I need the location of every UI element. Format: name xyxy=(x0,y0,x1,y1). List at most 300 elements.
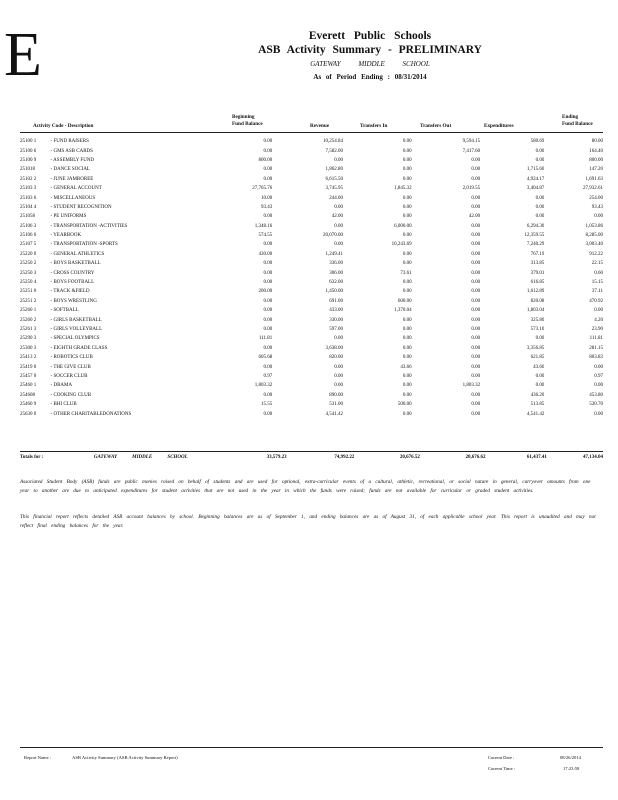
transfers-out: 0.00 xyxy=(471,298,481,304)
activity-code: 25460 1 xyxy=(20,383,37,389)
transfers-out: 0.00 xyxy=(471,355,481,361)
revenue: 336.00 xyxy=(329,261,344,267)
totals-expenditures: 61,437.41 xyxy=(526,455,547,461)
revenue: 0.00 xyxy=(334,204,344,210)
activity-description: - GIRLS BASKETBALL xyxy=(50,317,102,323)
activity-code: 25220 0 xyxy=(20,251,37,257)
table-row xyxy=(20,259,603,268)
note-paragraph-2: This financial report reflects detailed ASB account balances by school. Beginning balances are as of September 1, and ending balances are as of August 31, of each applicable school year. This report is unaudited and may not reflect final ending balances for the year. xyxy=(20,514,596,529)
ending-balance: 530.70 xyxy=(589,402,603,408)
table-row xyxy=(20,297,603,306)
activity-code: 25251 0 xyxy=(20,289,37,295)
activity-description: - PE UNIFORMS xyxy=(50,214,87,220)
expenditures: 0.00 xyxy=(535,148,545,154)
revenue: 0.00 xyxy=(334,157,344,163)
footer-rule xyxy=(20,747,603,748)
beginning-balance: 10.00 xyxy=(260,195,273,201)
revenue: 7,582.00 xyxy=(325,148,344,154)
col-header-beginning xyxy=(232,114,263,128)
activity-code: 25261 3 xyxy=(20,327,37,332)
footer-time-label: Current Time : xyxy=(488,766,516,771)
expenditures: 616.85 xyxy=(530,280,545,286)
beginning-balance: 0.00 xyxy=(263,392,273,398)
ending-balance: 0.00 xyxy=(594,364,603,370)
activity-code: 25290 3 xyxy=(20,336,37,342)
expenditures: 573.10 xyxy=(530,327,545,332)
transfers-in: 0.00 xyxy=(402,195,412,201)
transfers-out: 0.00 xyxy=(471,373,481,379)
beginning-balance: 0.00 xyxy=(263,364,273,370)
activity-code: 25102 2 xyxy=(20,176,37,182)
revenue: 1,450.00 xyxy=(325,289,344,295)
transfers-out: 0.00 xyxy=(471,167,481,173)
beginning-balance: 605.68 xyxy=(258,355,273,361)
revenue: 0.00 xyxy=(334,223,344,229)
revenue: 1,862.80 xyxy=(325,167,344,173)
transfers-out: 0.00 xyxy=(471,251,481,257)
activity-code: 25260 1 xyxy=(20,308,37,314)
transfers-in: 43.66 xyxy=(400,364,412,370)
activity-code: 251018 xyxy=(20,167,35,173)
transfers-out: 0.00 xyxy=(471,308,481,314)
expenditures: 0.00 xyxy=(535,214,545,220)
expenditures: 513.85 xyxy=(530,402,545,408)
transfers-out: 0.00 xyxy=(471,392,481,398)
transfers-in: 0.00 xyxy=(402,373,412,379)
transfers-in: 0.00 xyxy=(402,157,412,163)
ending-balance: 800.00 xyxy=(589,157,603,163)
col-header-beginning-line2: Fund Balance xyxy=(232,121,263,127)
beginning-balance: 15.55 xyxy=(260,402,273,408)
table-row xyxy=(20,137,603,146)
footer-report-name: ASB Activity Summary (ASB Activity Summary Report) xyxy=(72,755,178,760)
beginning-balance: 1,348.16 xyxy=(254,223,273,229)
footer-date-value: 08/26/2014 xyxy=(560,755,581,760)
table-row xyxy=(20,353,603,362)
revenue: 4,541.42 xyxy=(325,411,344,417)
table-row xyxy=(20,175,603,184)
table-row xyxy=(20,372,603,381)
expenditures: 12,359.55 xyxy=(524,233,545,239)
expenditures: 767.19 xyxy=(530,251,545,257)
ending-balance: 254.00 xyxy=(589,195,603,201)
activity-code: 254608 xyxy=(20,392,35,398)
table-row xyxy=(20,381,603,390)
expenditures: 0.00 xyxy=(535,336,545,342)
transfers-in: 6,000.00 xyxy=(394,223,412,229)
beginning-balance: 27,765.76 xyxy=(252,186,273,192)
transfers-out: 7,417.60 xyxy=(462,148,481,154)
note-paragraph-1: Associated Student Body (ASB) funds are public monies raised on behalf of students and are used for optional, extra-curricular events of a cultural, athletic, recreational, or social nature in general, carryover amounts from one year to another are due to anticipated expenditures for student activities that are not used in the year in which the funds were raised; funds are not available for curricular or graded student activities. xyxy=(20,479,591,494)
activity-description: - EIGHTH GRADE CLASS xyxy=(50,345,108,351)
transfers-in: 0.00 xyxy=(402,411,412,417)
table-row xyxy=(20,334,603,343)
footer-report-label: Report Name : xyxy=(24,755,52,760)
expenditures: 6,294.30 xyxy=(526,223,545,229)
transfers-out: 0.00 xyxy=(471,223,481,229)
expenditures: 1,612.89 xyxy=(526,289,545,295)
transfers-in: 1,370.04 xyxy=(394,308,412,314)
table-row xyxy=(20,231,603,240)
transfers-out: 0.00 xyxy=(471,336,481,342)
expenditures: 4,541.42 xyxy=(526,411,545,417)
beginning-balance: 0.00 xyxy=(263,280,273,286)
ending-balance: 23.90 xyxy=(591,327,603,332)
expenditures: 621.85 xyxy=(530,355,545,361)
activity-table xyxy=(20,137,603,419)
logo-letter: E xyxy=(4,21,42,89)
beginning-balance: 0.00 xyxy=(263,298,273,304)
activity-code: 251058 xyxy=(20,214,35,220)
expenditures: 3,404.87 xyxy=(526,186,545,192)
revenue: 3,745.95 xyxy=(325,186,344,192)
transfers-out: 0.00 xyxy=(471,195,481,201)
ending-balance: 164.40 xyxy=(589,148,603,154)
table-row xyxy=(20,409,603,418)
expenditures: 7,240.29 xyxy=(526,242,545,248)
activity-description: - GENERAL ATHLETICS xyxy=(50,251,105,257)
expenditures: 3,356.85 xyxy=(526,345,545,351)
revenue: 632.00 xyxy=(329,280,344,286)
activity-description: - CROSS COUNTRY xyxy=(50,270,95,276)
revenue: 20,070.00 xyxy=(323,233,344,239)
activity-description: - YEARBOOK xyxy=(50,233,82,239)
revenue: 3,638.00 xyxy=(325,345,344,351)
transfers-out: 0.00 xyxy=(471,157,481,163)
beginning-balance: 0.97 xyxy=(263,373,273,379)
table-row xyxy=(20,146,603,155)
transfers-out: 0.00 xyxy=(471,317,481,323)
transfers-in: 0.00 xyxy=(402,261,412,267)
beginning-balance: 0.00 xyxy=(263,411,273,417)
activity-description: - GMS ASB CARDS xyxy=(50,148,93,154)
table-row xyxy=(20,287,603,296)
revenue: 330.00 xyxy=(329,317,344,323)
report-title: Everett Public Schools xyxy=(308,30,432,42)
beginning-balance: 0.00 xyxy=(263,214,273,220)
transfers-in: 500.00 xyxy=(397,402,412,408)
report-subtitle: ASB Activity Summary - PRELIMINARY xyxy=(258,44,482,56)
activity-description: - JUNE JAMBOREE xyxy=(50,176,94,182)
transfers-out: 2,019.55 xyxy=(462,186,481,192)
ending-balance: 0.00 xyxy=(594,308,603,314)
transfers-out: 0.00 xyxy=(471,204,481,210)
beginning-balance: 0.00 xyxy=(263,345,273,351)
activity-description: - OTHER CHARITABLEDONATIONS xyxy=(50,411,132,417)
table-row xyxy=(20,344,603,353)
transfers-in: 0.00 xyxy=(402,167,412,173)
col-header-beginning-line1: Beginning xyxy=(232,114,255,120)
totals-row xyxy=(20,453,603,462)
transfers-out: 0.00 xyxy=(471,261,481,267)
activity-description: - ASSEMBLY FUND xyxy=(50,157,95,163)
expenditures: 0.00 xyxy=(535,157,545,163)
activity-description: - STUDENT RECOGNITION xyxy=(50,204,112,210)
school-name: GATEWAY MIDDLE SCHOOL xyxy=(310,60,430,68)
transfers-in: 10,243.69 xyxy=(391,242,412,248)
activity-description: - GIRLS VOLLEYBALL xyxy=(50,327,103,332)
totals-label: Totals for : xyxy=(20,455,44,461)
ending-balance: 1,691.63 xyxy=(585,176,603,182)
ending-balance: 3,003.40 xyxy=(585,242,603,248)
expenditures: 313.85 xyxy=(530,261,545,267)
beginning-balance: 0.00 xyxy=(263,176,273,182)
table-row xyxy=(20,315,603,324)
activity-description: - TRANSPORTATION -SPORTS xyxy=(50,242,118,248)
transfers-in: 0.00 xyxy=(402,345,412,351)
expenditures: 1,803.04 xyxy=(526,308,545,314)
col-header-transfers-in: Transfers In xyxy=(360,123,388,129)
activity-description: - SOCCER CLUB xyxy=(50,373,88,379)
activity-code: 25250 2 xyxy=(20,261,37,267)
expenditures: 379.01 xyxy=(530,270,545,276)
transfers-out: 0.00 xyxy=(471,364,481,370)
transfers-out: 0.00 xyxy=(471,242,481,248)
table-row xyxy=(20,250,603,259)
activity-description: - BOYS BASKETBALL xyxy=(50,261,101,267)
beginning-balance: 430.00 xyxy=(258,251,273,257)
totals-school: GATEWAY MIDDLE SCHOOL xyxy=(93,455,188,461)
expenditures: 325.80 xyxy=(530,317,545,323)
activity-description: - FUND RAISERS xyxy=(50,139,89,145)
transfers-in: 0.00 xyxy=(402,383,412,389)
revenue: 597.00 xyxy=(329,327,344,332)
activity-description: - GENERAL ACCOUNT xyxy=(50,186,102,192)
beginning-balance: 1,803.32 xyxy=(254,383,273,389)
transfers-in: 73.61 xyxy=(400,270,412,276)
activity-description: - COOKING CLUB xyxy=(50,392,92,398)
ending-balance: 0.00 xyxy=(594,411,603,417)
revenue: 820.00 xyxy=(329,355,344,361)
activity-description: - THE GIVE CLUB xyxy=(50,364,91,370)
activity-description: - SOFTBALL xyxy=(50,308,79,314)
beginning-balance: 0.00 xyxy=(263,139,273,145)
beginning-balance: 0.00 xyxy=(263,327,273,332)
col-header-ending xyxy=(562,114,593,128)
ending-balance: 0.00 xyxy=(594,383,603,389)
ending-balance: 80.00 xyxy=(591,139,603,145)
ending-balance: 93.43 xyxy=(591,204,603,210)
activity-code: 25107 5 xyxy=(20,242,37,248)
transfers-in: 0.00 xyxy=(402,280,412,286)
beginning-balance: 0.00 xyxy=(263,261,273,267)
activity-description: - SPECIAL OLYMPICS xyxy=(50,336,100,342)
revenue: 890.00 xyxy=(329,392,344,398)
revenue: 0.00 xyxy=(334,336,344,342)
ending-balance: 37.11 xyxy=(591,289,603,295)
expenditures: 580.69 xyxy=(530,139,545,145)
transfers-out: 1,803.32 xyxy=(462,383,481,389)
transfers-in: 0.00 xyxy=(402,336,412,342)
beginning-balance: 0.00 xyxy=(263,270,273,276)
ending-balance: 0.97 xyxy=(594,373,603,379)
header-rule xyxy=(20,132,603,133)
transfers-out: 0.00 xyxy=(471,289,481,295)
table-row xyxy=(20,240,603,249)
transfers-in: 0.00 xyxy=(402,139,412,145)
revenue: 0.00 xyxy=(334,383,344,389)
activity-description: - BOYS FOOTBALL xyxy=(50,280,95,286)
transfers-out: 0.00 xyxy=(471,411,481,417)
transfers-out: 0.00 xyxy=(471,233,481,239)
revenue: 306.00 xyxy=(329,270,344,276)
transfers-in: 0.00 xyxy=(402,327,412,332)
ending-balance: 470.92 xyxy=(589,298,603,304)
col-header-ending-line1: Ending xyxy=(562,114,579,120)
ending-balance: 15.15 xyxy=(591,280,603,286)
expenditures: 436.20 xyxy=(530,392,545,398)
totals-transfers-in: 20,676.52 xyxy=(399,455,420,461)
ending-balance: 4.20 xyxy=(594,317,603,323)
transfers-out: 0.00 xyxy=(471,402,481,408)
activity-description: - DANCE SOCIAL xyxy=(50,167,90,173)
transfers-in: 0.00 xyxy=(402,148,412,154)
col-header-ending-line2: Fund Balance xyxy=(562,121,593,127)
revenue: 691.00 xyxy=(329,298,344,304)
table-row xyxy=(20,278,603,287)
ending-balance: 453.80 xyxy=(589,392,603,398)
activity-code: 25419 0 xyxy=(20,364,37,370)
expenditures: 1,715.60 xyxy=(526,167,545,173)
beginning-balance: 574.55 xyxy=(258,233,273,239)
table-row xyxy=(20,212,603,221)
transfers-in: 0.00 xyxy=(402,355,412,361)
transfers-in: 600.00 xyxy=(397,298,412,304)
revenue: 433.00 xyxy=(329,308,344,314)
expenditures: 43.66 xyxy=(533,364,545,370)
totals-revenue: 74,992.22 xyxy=(334,455,355,461)
revenue: 42.00 xyxy=(331,214,344,220)
expenditures: 0.00 xyxy=(535,383,545,389)
activity-code: 25251 2 xyxy=(20,298,37,304)
transfers-in: 0.00 xyxy=(402,176,412,182)
table-row xyxy=(20,156,603,165)
table-row xyxy=(20,193,603,202)
activity-code: 25106 3 xyxy=(20,223,37,229)
transfers-in: 0.00 xyxy=(402,289,412,295)
col-header-expenditures: Expenditures xyxy=(484,123,514,129)
activity-code: 25300 3 xyxy=(20,345,37,351)
transfers-out: 0.00 xyxy=(471,270,481,276)
activity-description: - DRAMA xyxy=(50,383,73,389)
activity-code: 25106 6 xyxy=(20,233,37,239)
beginning-balance: 0.00 xyxy=(263,167,273,173)
activity-code: 25457 0 xyxy=(20,373,37,379)
table-row xyxy=(20,203,603,212)
revenue: 244.00 xyxy=(329,195,344,201)
ending-balance: 8,285.00 xyxy=(585,233,603,239)
table-row xyxy=(20,362,603,371)
activity-description: - BOYS WRESTLING xyxy=(50,298,97,304)
ending-balance: 22.15 xyxy=(591,261,603,267)
beginning-balance: 0.00 xyxy=(263,242,273,248)
ending-balance: 111.81 xyxy=(589,336,603,342)
beginning-balance: 200.00 xyxy=(258,289,273,295)
activity-description: - TRANSPORTATION -ACTIVITIES xyxy=(50,223,128,229)
table-row xyxy=(20,268,603,277)
ending-balance: 27,932.61 xyxy=(583,186,603,192)
ending-balance: 281.15 xyxy=(589,345,603,351)
revenue: 0.00 xyxy=(334,373,344,379)
table-row xyxy=(20,391,603,400)
activity-code: 25250 4 xyxy=(20,280,37,286)
beginning-balance: 111.81 xyxy=(258,336,273,342)
beginning-balance: 0.00 xyxy=(263,308,273,314)
totals-rule xyxy=(20,451,603,452)
footer-time-value: 17:23:58 xyxy=(563,766,580,771)
activity-description: - ROBOTICS CLUB xyxy=(50,355,93,361)
ending-balance: 912.22 xyxy=(589,251,603,257)
table-row xyxy=(20,325,603,334)
expenditures: 0.00 xyxy=(535,373,545,379)
revenue: 0.00 xyxy=(334,242,344,248)
table-row xyxy=(20,165,603,174)
activity-code: 25103 6 xyxy=(20,195,37,201)
revenue: 0.00 xyxy=(334,364,344,370)
activity-code: 25104 4 xyxy=(20,204,37,210)
activity-code: 25250 3 xyxy=(20,270,37,276)
transfers-in: 0.00 xyxy=(402,233,412,239)
table-row xyxy=(20,400,603,409)
col-header-transfers-out: Transfers Out xyxy=(420,123,452,129)
transfers-in: 0.00 xyxy=(402,392,412,398)
transfers-out: 42.00 xyxy=(468,214,481,220)
activity-code: 25413 2 xyxy=(20,355,37,361)
beginning-balance: 93.43 xyxy=(260,204,273,210)
transfers-out: 0.00 xyxy=(471,327,481,332)
activity-code: 25260 2 xyxy=(20,317,37,323)
activity-description: - TRACK &FIELD xyxy=(50,289,90,295)
ending-balance: 1,053.86 xyxy=(585,223,603,229)
totals-transfers-out: 20,676.62 xyxy=(465,455,486,461)
revenue: 1,249.41 xyxy=(325,251,344,257)
activity-code: 25100 1 xyxy=(20,139,37,145)
table-row xyxy=(20,184,603,193)
col-header-revenue: Revenue xyxy=(310,123,330,129)
beginning-balance: 800.00 xyxy=(258,157,273,163)
transfers-in: 0.00 xyxy=(402,214,412,220)
footer-date-label: Current Date : xyxy=(488,755,515,760)
transfers-out: 0.00 xyxy=(471,345,481,351)
totals-beginning: 33,579.23 xyxy=(266,455,287,461)
period-line: As of Period Ending : 08/31/2014 xyxy=(313,73,427,81)
col-header-activity: Activity Code - Description xyxy=(33,123,94,129)
totals-ending: 47,134.04 xyxy=(583,455,603,461)
totals-table xyxy=(20,453,603,462)
expenditures: 4,924.17 xyxy=(526,176,545,182)
beginning-balance: 0.00 xyxy=(263,148,273,154)
transfers-in: 0.00 xyxy=(402,251,412,257)
activity-code: 25103 3 xyxy=(20,186,37,192)
ending-balance: 803.83 xyxy=(589,355,603,361)
ending-balance: 147.20 xyxy=(589,167,603,173)
revenue: 531.00 xyxy=(329,402,344,408)
activity-code: 25460 9 xyxy=(20,402,37,408)
transfers-in: 0.00 xyxy=(402,317,412,323)
transfers-in: 1,845.32 xyxy=(394,186,412,192)
activity-code: 25100 6 xyxy=(20,148,37,154)
activity-description: - BHI CLUB xyxy=(50,402,77,408)
activity-description: - MISCELLANEOUS xyxy=(50,195,96,201)
transfers-out: 9,594.15 xyxy=(462,139,481,145)
revenue: 6,615.50 xyxy=(325,176,344,182)
expenditures: 0.00 xyxy=(535,195,545,201)
activity-code: 25630 0 xyxy=(20,411,37,417)
ending-balance: 0.60 xyxy=(594,270,603,276)
expenditures: 820.08 xyxy=(530,298,545,304)
activity-code: 25100 9 xyxy=(20,157,37,163)
transfers-in: 0.00 xyxy=(402,204,412,210)
